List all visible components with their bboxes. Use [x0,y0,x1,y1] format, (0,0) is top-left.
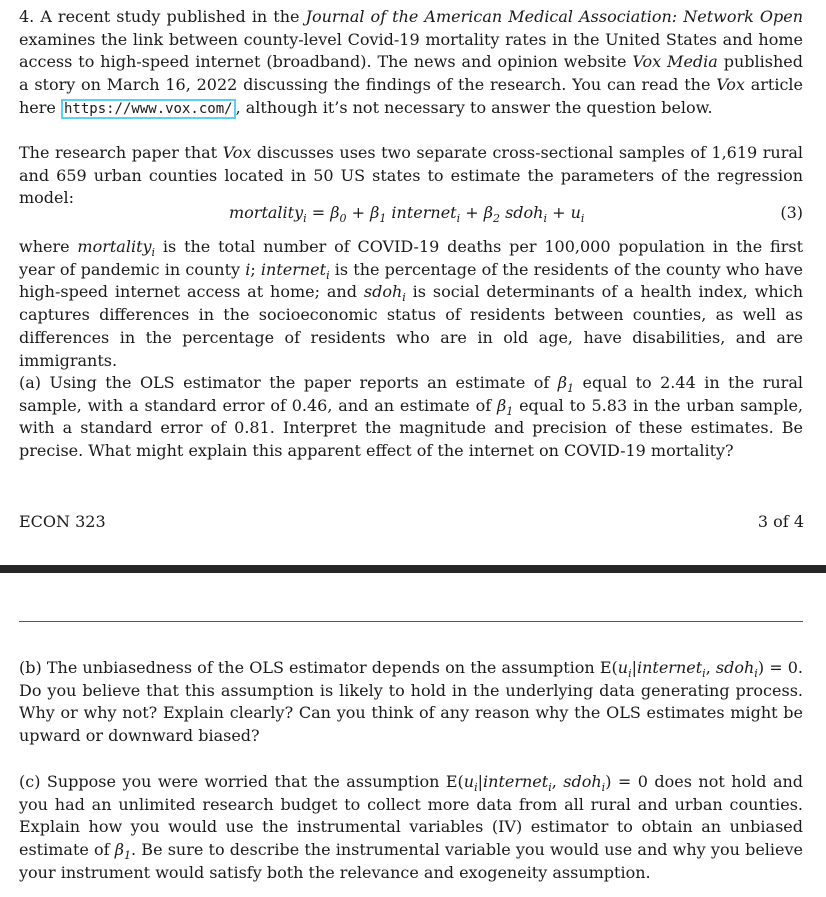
page-number: 3 of 4 [757,512,804,531]
equation-number: (3) [780,203,803,222]
vox-article-link[interactable]: https://www.vox.com/ [61,99,236,119]
regression-equation [19,202,803,226]
journal-title: Journal of the American Medical Association: Network Open [305,7,803,26]
variable-definitions: where mortality$_i$ is the total number of COVID-19 deaths per 100,000 population in the first year of pandemic in county i; internet$_i$ is the percentage of the residents of the county who have high-speed internet access at home; and sdoh$_i$ is social determinants of a health index, which captures differences in the socioeconomic status of residents between counties, as well as differences in the percentage of residents who are in old age, have disabilities, and are immigrants. [19,237,804,370]
part-b: (b) The unbiasedness of the OLS estimator depends on the assumption $E(u_i|internet_i$, sdoh$_i$) = 0. Do you believe that this assumption is likely to hold in the underlying data generating process. Why or why not? Explain clearly? Can you think of any reason why the OLS estimates might be upward or downward biased? [19,658,804,746]
header-rule [19,621,803,622]
intro-paragraph: 4. A recent study published in the Journal of the American Medical Association: Network Open examines the link between county-level Covid-19 mortality rates in the United States and home access to high-speed internet (broadband). The news and opinion website Vox Media published a story on March 16, 2022 discussing the findings of the research. You can read the Vox article here https://www.vox.com/ , although it’s not necessary to answer the question below. [19,7,803,117]
course-code: ECON 323 [19,512,106,531]
equation-body: mortality$_i$ = $\beta_0 + \beta_1$ internet$_i$ + $\beta_2$ sdoh$_i$ + $u_i$ [229,203,585,226]
question-number: 4. [19,7,35,26]
page-4 [0,573,826,897]
page-separator [0,565,826,573]
sample-paragraph: The research paper that Vox discusses uses two separate cross-sectional samples of 1,619 rural and 659 urban counties located in 50 US states to estimate the parameters of the regression model: [19,143,804,208]
part-c: (c) Suppose you were worried that the assumption $E(u_i|internet_i$, sdoh$_i$) = 0 does not hold and you had an unlimited research budget to collect more data from all rural and urban counties. Explain how you would use the instrumental variables (IV) estimator to obtain an unbiased estimate of $\beta_1$. Be sure to describe the instrumental variable you would use and why you believe your instrument would satisfy both the relevance and exogeneity assumption. [19,772,804,882]
outlet-name: Vox Media [632,52,718,72]
part-a: (a) Using the OLS estimator the paper reports an estimate of $\beta_1$ equal to 2.44 in the rural sample, with a standard error of 0.46, and an estimate of $\beta_1$ equal to 5.83 in the urban sample, with a standard error of 0.81. Interpret the magnitude and precision of these estimates. Be precise. What might explain this apparent effect of the internet on COVID-19 mortality? [19,373,803,461]
assumption-expression: $E(u_i|internet_i$, sdoh$_i$) = 0 [599,658,798,681]
